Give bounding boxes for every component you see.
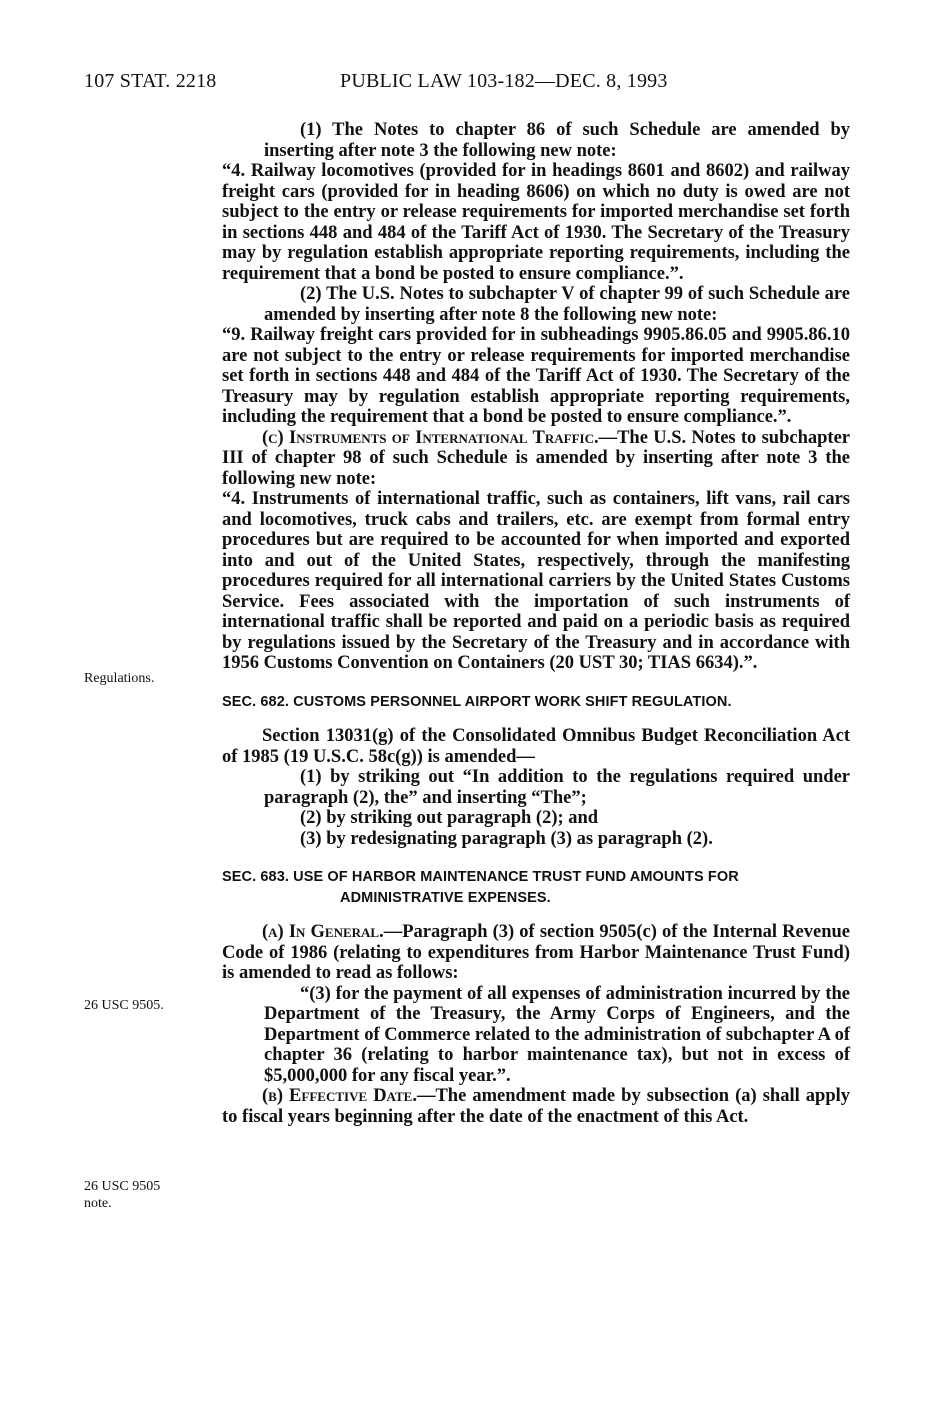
section-682-intro: Section 13031(g) of the Consolidated Omnibus Budget Reconciliation Act of 1985 (19 U.S.C. 58c(g)) is amended—: [222, 726, 850, 767]
quoted-note-instruments: “4. Instruments of international traffic, such as containers, lift vans, rail cars and locomotives, truck cabs and trailers, etc. are exempt from formal entry procedures but are required to be accounted for when imported and exported into and out of the United States, respectively, through the manifesting procedures required for all international carriers by the United States Customs Service. Fees associated with the importation of such instruments of international traffic shall be reported and paid on a periodic basis as required by regulations issued by the Secretary of the Treasury and in accordance with 1956 Customs Convention on Containers (20 UST 30; TIAS 6634).”.: [222, 489, 850, 673]
page-law-title: PUBLIC LAW 103-182—DEC. 8, 1993: [340, 70, 668, 92]
section-683-subsection-b: [222, 1086, 850, 1127]
section-682-heading: SEC. 682. CUSTOMS PERSONNEL AIRPORT WORK SHIFT REGULATION.: [222, 693, 732, 710]
section-683-heading-line-2: ADMINISTRATIVE EXPENSES.: [340, 889, 551, 906]
section-683-heading: [222, 867, 850, 908]
paragraph-c: [222, 428, 850, 490]
paragraph-2: (2) The U.S. Notes to subchapter V of chapter 99 of such Schedule are amended by inserting after note 8 the following new note:: [264, 284, 850, 325]
subsection-b-heading: (b) Effective Date.: [262, 1086, 417, 1106]
section-682-item-3: (3) by redesignating paragraph (3) as paragraph (2).: [300, 828, 713, 849]
margin-note-line: 26 USC 9505: [84, 1179, 161, 1194]
quoted-note-4: “4. Railway locomotives (provided for in headings 8601 and 8602) and railway freight cars (provided for in heading 8606) on which no duty is owed are not subject to the entry or release requirements for imported merchandise set forth in sections 448 and 484 of the Tariff Act of 1930. The Secretary of the Treasury may by regulation establish appropriate reporting requirements, including the requirement that a bond be posted to ensure compliance.”.: [222, 161, 850, 284]
subsection-a-text: —Paragraph (3) of section 9505(c) of the Internal Revenue Code of 1986 (relating to expenditures from Harbor Maintenance Trust Fund) is amended to read as follows:: [222, 922, 850, 983]
section-683-heading-line-1: SEC. 683. USE OF HARBOR MAINTENANCE TRUST FUND AMOUNTS FOR: [222, 869, 739, 885]
margin-note-line: note.: [84, 1196, 112, 1211]
margin-note-usc-9505: 26 USC 9505.: [84, 998, 164, 1013]
page-stat-reference: 107 STAT. 2218: [84, 70, 217, 92]
subsection-b-text: —The amendment made by subsection (a) shall apply to fiscal years beginning after the date of the enactment of this Act.: [222, 1086, 851, 1127]
paragraph-1: (1) The Notes to chapter 86 of such Schedule are amended by inserting after note 3 the following new note:: [264, 120, 850, 161]
section-683-quoted-paragraph: “(3) for the payment of all expenses of administration incurred by the Department of the Treasury, the Army Corps of Engineers, and the Department of Commerce related to the administration of subchapter A of chapter 36 (relating to harbor maintenance tax), but not in excess of $5,000,000 for any fiscal year.”.: [264, 983, 850, 1086]
section-682-item-2: (2) by striking out paragraph (2); and: [300, 808, 599, 828]
section-683-subsection-a: [222, 922, 850, 984]
margin-note-usc-9505-note: [84, 1178, 160, 1212]
document-body: [222, 120, 850, 1127]
subsection-c-heading: (c) Instruments of International Traffic.: [262, 427, 599, 448]
margin-note-regulations: Regulations.: [84, 671, 155, 686]
quoted-note-9: “9. Railway freight cars provided for in subheadings 9905.86.05 and 9905.86.10 are not subject to the entry or release requirements for imported merchandise set forth in sections 448 and 484 of the Tariff Act of 1930. The Secretary of the Treasury may by regulation establish appropriate reporting requirements, including the requirement that a bond be posted to ensure compliance.”.: [222, 325, 850, 427]
subsection-a-heading: (a) In General.: [262, 922, 384, 942]
section-682-item-1: (1) by striking out “In addition to the regulations required under paragraph (2), the” and inserting “The”;: [264, 767, 850, 808]
subsection-c-text: —The U.S. Notes to subchapter III of chapter 98 of such Schedule is amended by inserting after note 3 the following new note:: [222, 427, 850, 489]
